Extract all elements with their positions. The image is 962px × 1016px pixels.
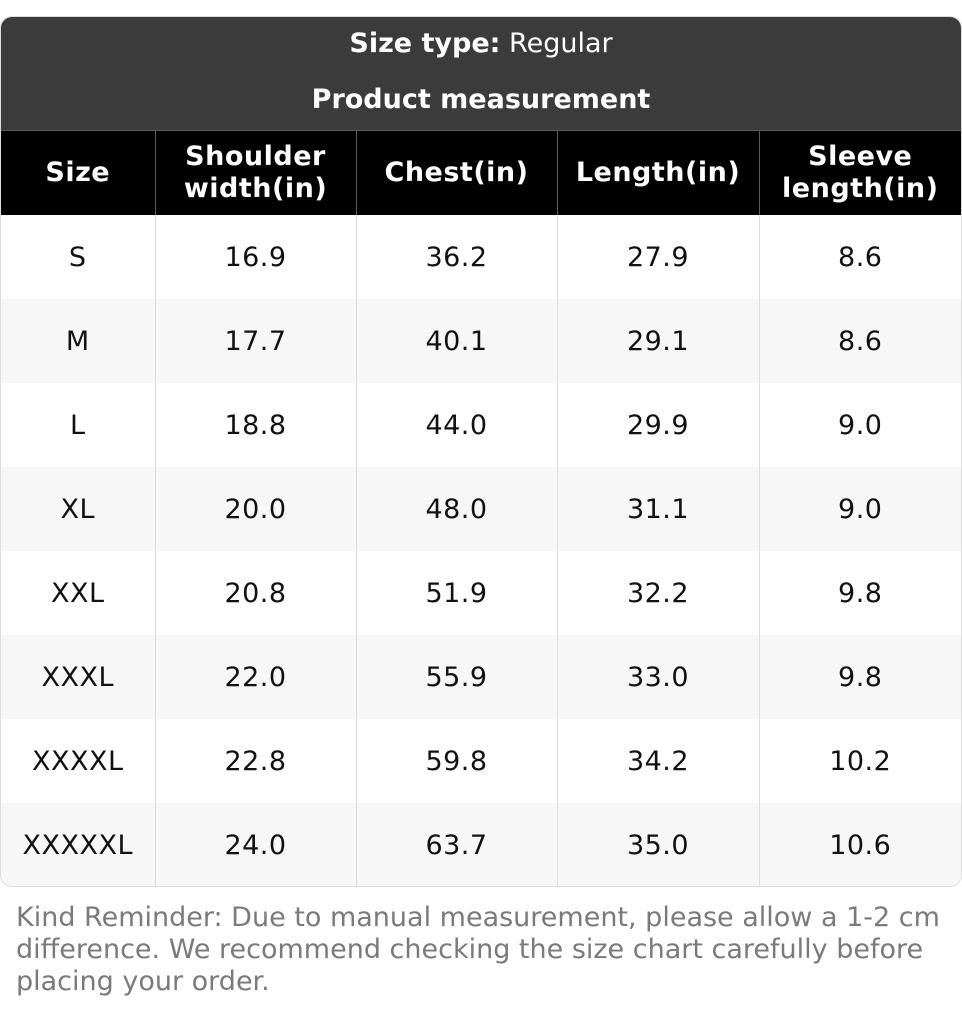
cell-shoulder-width: 18.8 — [155, 383, 356, 467]
size-table-header-row — [1, 131, 961, 216]
table-row — [1, 635, 961, 719]
cell-size: M — [1, 299, 155, 383]
cell-shoulder-width: 20.8 — [155, 551, 356, 635]
cell-size: XXL — [1, 551, 155, 635]
cell-sleeve-length: 9.8 — [759, 551, 961, 635]
cell-length: 32.2 — [557, 551, 759, 635]
cell-size: XL — [1, 467, 155, 551]
cell-sleeve-length: 8.6 — [759, 299, 961, 383]
cell-sleeve-length: 8.6 — [759, 215, 961, 299]
size-chart-card — [0, 16, 962, 887]
cell-length: 33.0 — [557, 635, 759, 719]
column-header-sleeve-length-text: Sleeve length(in) — [782, 141, 939, 204]
product-measurement-title: Product measurement — [311, 84, 651, 115]
column-header-size: Size — [1, 131, 155, 216]
cell-size: L — [1, 383, 155, 467]
column-header-chest: Chest(in) — [356, 131, 557, 216]
size-type-line — [1, 27, 961, 61]
cell-sleeve-length: 10.2 — [759, 719, 961, 803]
cell-chest: 55.9 — [356, 635, 557, 719]
column-header-shoulder-width — [155, 131, 356, 216]
cell-length: 29.9 — [557, 383, 759, 467]
cell-shoulder-width: 22.8 — [155, 719, 356, 803]
cell-length: 31.1 — [557, 467, 759, 551]
table-row — [1, 383, 961, 467]
column-header-sleeve-length — [759, 131, 961, 216]
cell-size: XXXXL — [1, 719, 155, 803]
cell-chest: 63.7 — [356, 803, 557, 887]
cell-size: XXXL — [1, 635, 155, 719]
cell-shoulder-width: 22.0 — [155, 635, 356, 719]
cell-shoulder-width: 16.9 — [155, 215, 356, 299]
cell-sleeve-length: 9.0 — [759, 383, 961, 467]
cell-shoulder-width: 24.0 — [155, 803, 356, 887]
table-row — [1, 299, 961, 383]
size-table — [1, 130, 961, 887]
cell-sleeve-length: 9.0 — [759, 467, 961, 551]
size-table-body — [1, 215, 961, 887]
cell-sleeve-length: 9.8 — [759, 635, 961, 719]
size-type-label: Size type: — [349, 28, 501, 59]
kind-reminder-note: Kind Reminder: Due to manual measurement, please allow a 1-2 cm difference. We recommend checking the size chart carefully before placing your order. — [16, 902, 940, 997]
cell-size: S — [1, 215, 155, 299]
column-header-shoulder-width-text: Shoulder width(in) — [183, 141, 328, 204]
table-row — [1, 803, 961, 887]
cell-length: 29.1 — [557, 299, 759, 383]
cell-chest: 44.0 — [356, 383, 557, 467]
cell-length: 27.9 — [557, 215, 759, 299]
cell-length: 35.0 — [557, 803, 759, 887]
cell-size: XXXXXL — [1, 803, 155, 887]
cell-chest: 48.0 — [356, 467, 557, 551]
cell-length: 34.2 — [557, 719, 759, 803]
table-row — [1, 719, 961, 803]
size-chart-header — [1, 17, 961, 130]
cell-shoulder-width: 20.0 — [155, 467, 356, 551]
table-row — [1, 215, 961, 299]
column-header-length: Length(in) — [557, 131, 759, 216]
cell-chest: 59.8 — [356, 719, 557, 803]
cell-shoulder-width: 17.7 — [155, 299, 356, 383]
table-row — [1, 467, 961, 551]
cell-chest: 40.1 — [356, 299, 557, 383]
cell-chest: 36.2 — [356, 215, 557, 299]
cell-chest: 51.9 — [356, 551, 557, 635]
table-row — [1, 551, 961, 635]
cell-sleeve-length: 10.6 — [759, 803, 961, 887]
size-type-value: Regular — [509, 28, 613, 59]
